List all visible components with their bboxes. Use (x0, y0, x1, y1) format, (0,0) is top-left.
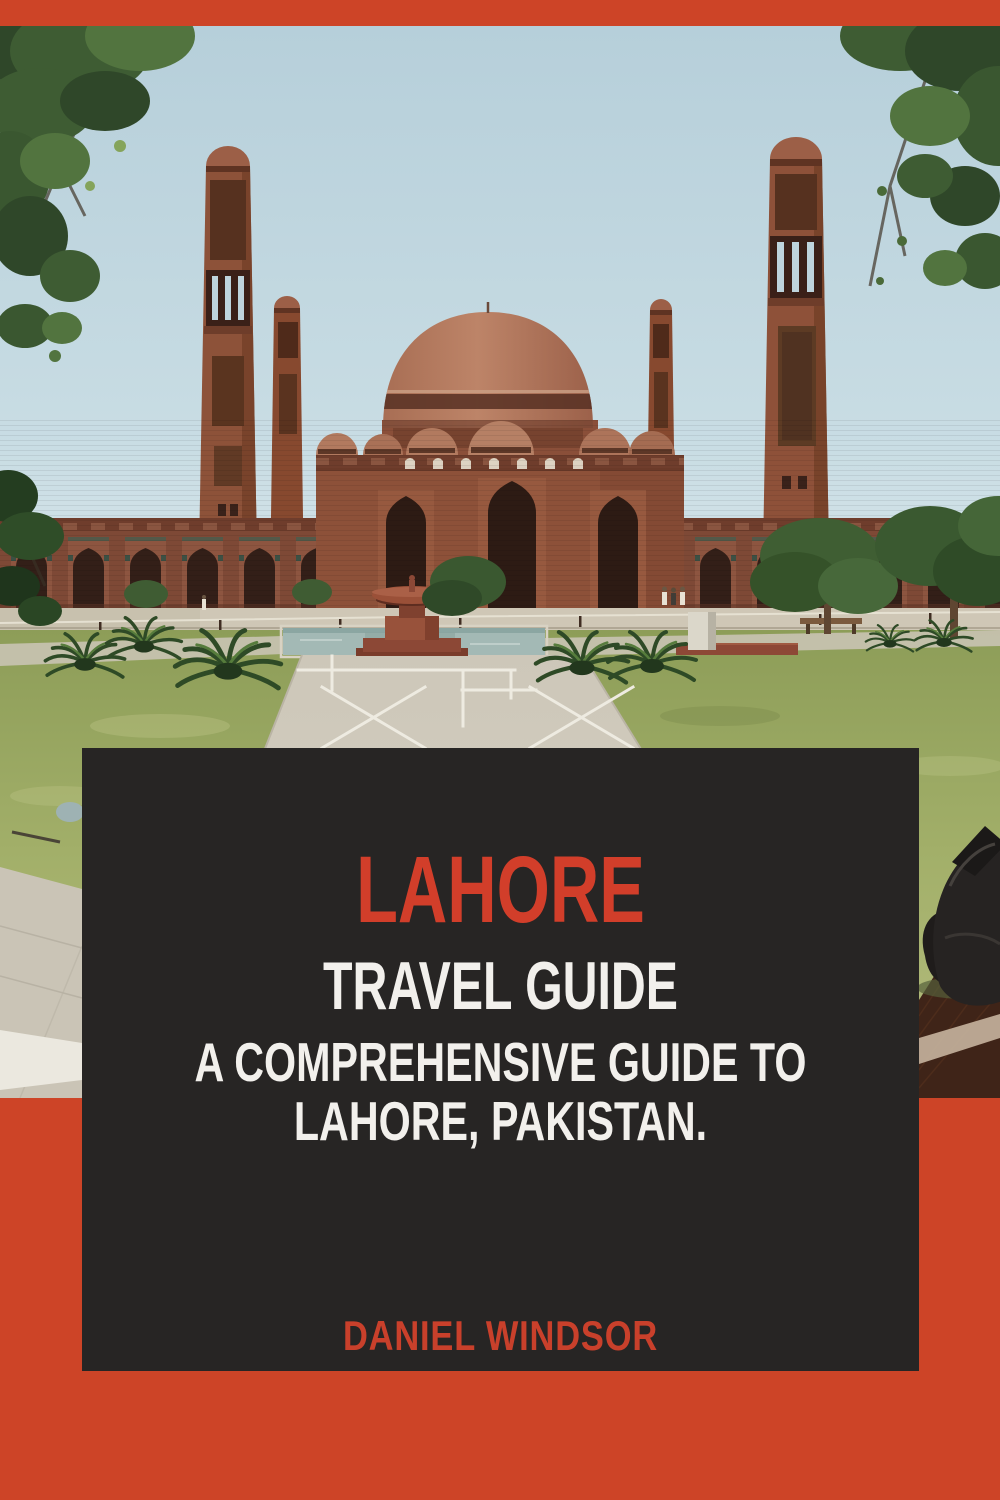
drain-cover (56, 802, 84, 822)
book-subtitle: TRAVEL GUIDE (323, 948, 678, 1024)
book-title: LAHORE (356, 837, 645, 943)
author-name: DANIEL WINDSOR (342, 1312, 659, 1359)
tagline-line-2: LAHORE, PAKISTAN. (293, 1090, 708, 1152)
tagline-line-1: A COMPREHENSIVE GUIDE TO (194, 1031, 807, 1093)
title-panel (82, 748, 919, 1371)
